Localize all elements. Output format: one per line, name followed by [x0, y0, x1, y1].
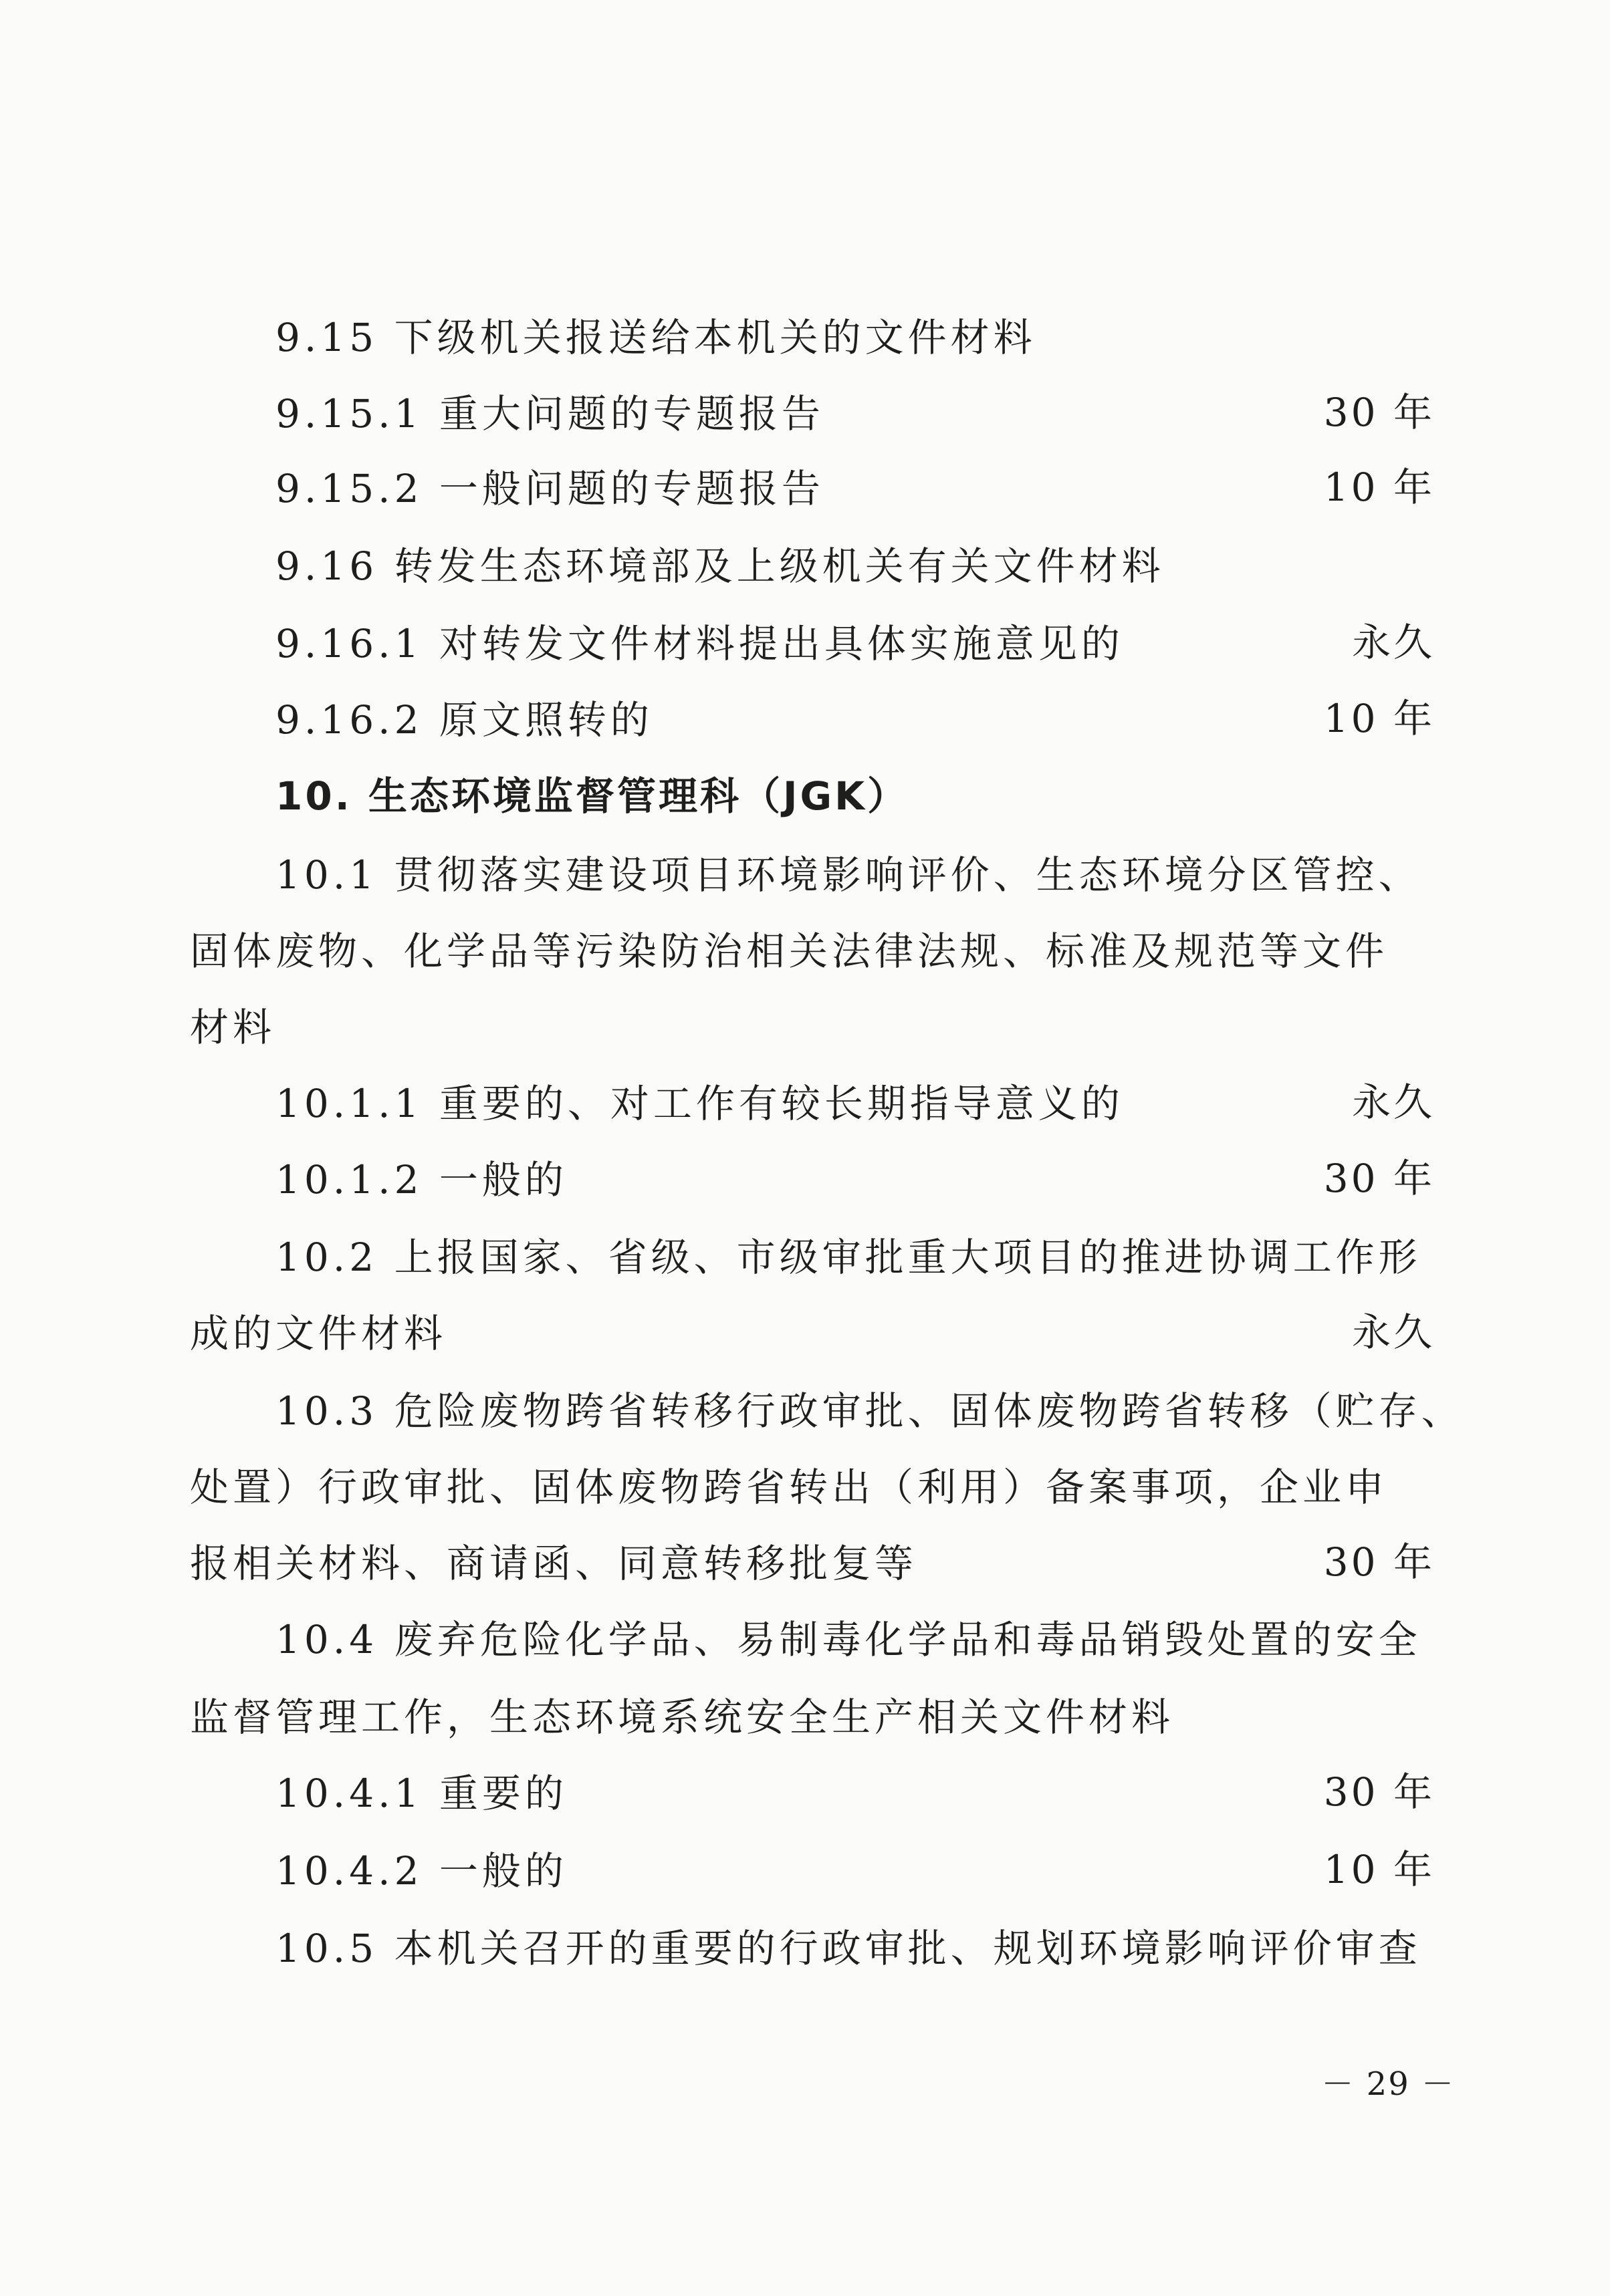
term-9-16-2: 10 年 [1323, 696, 1435, 741]
line-9-15-2: 9.15.2 一般问题的专题报告 [275, 466, 824, 511]
line-10-1-c: 材料 [190, 1005, 276, 1050]
term-10-4-2: 10 年 [1323, 1847, 1435, 1892]
line-10-4-1: 10.4.1 重要的 [275, 1771, 568, 1816]
line-10-5: 10.5 本机关召开的重要的行政审批、规划环境影响评价审查 [275, 1926, 1421, 1971]
line-10-3-b: 处置）行政审批、固体废物跨省转出（利用）备案事项，企业申 [190, 1464, 1389, 1510]
term-9-15-2: 10 年 [1323, 465, 1435, 510]
line-10-3-a: 10.3 危险废物跨省转移行政审批、固体废物跨省转移（贮存、 [275, 1388, 1464, 1434]
line-10-1-1: 10.1.1 重要的、对工作有较长期指导意义的 [275, 1081, 1124, 1126]
line-10-2-b: 成的文件材料 [190, 1311, 447, 1356]
line-10-4-b: 监督管理工作，生态环境系统安全生产相关文件材料 [190, 1694, 1175, 1740]
line-10-1-a: 10.1 贯彻落实建设项目环境影响评价、生态环境分区管控、 [275, 852, 1421, 898]
line-9-15: 9.15 下级机关报送给本机关的文件材料 [275, 315, 1036, 360]
line-9-16-1: 9.16.1 对转发文件材料提出具体实施意见的 [275, 621, 1124, 666]
line-10-3-c: 报相关材料、商请函、同意转移批复等 [190, 1541, 918, 1586]
line-10-1-2: 10.1.2 一般的 [275, 1157, 568, 1202]
term-10-3: 30 年 [1323, 1539, 1435, 1585]
line-9-15-1: 9.15.1 重大问题的专题报告 [275, 391, 824, 436]
term-10-1-2: 30 年 [1323, 1156, 1435, 1201]
section-heading-10: 10. 生态环境监督管理科（JGK） [275, 773, 909, 819]
term-10-1-1: 永久 [1351, 1079, 1435, 1125]
term-9-15-1: 30 年 [1323, 390, 1435, 435]
line-10-2-a: 10.2 上报国家、省级、市级审批重大项目的推进协调工作形 [275, 1235, 1421, 1280]
line-10-4-2: 10.4.2 一般的 [275, 1848, 568, 1894]
line-10-1-b: 固体废物、化学品等污染防治相关法律法规、标准及规范等文件 [190, 928, 1389, 974]
page-number: － 29 － [1321, 2065, 1455, 2103]
term-9-16-1: 永久 [1351, 620, 1435, 665]
term-10-4-1: 30 年 [1323, 1769, 1435, 1815]
line-9-16-2: 9.16.2 原文照转的 [275, 697, 653, 743]
line-9-16: 9.16 转发生态环境部及上级机关有关文件材料 [275, 543, 1165, 589]
line-10-4-a: 10.4 废弃危险化学品、易制毒化学品和毒品销毁处置的安全 [275, 1617, 1421, 1662]
term-10-2: 永久 [1351, 1309, 1435, 1355]
